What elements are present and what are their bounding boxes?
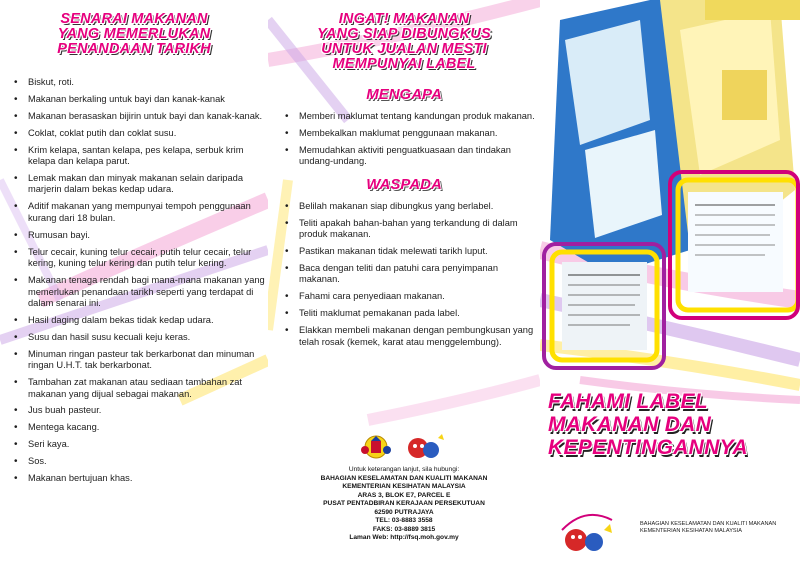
list-item: • Belilah makanan siap dibungkus yang berlabel. <box>268 201 540 213</box>
panel1-heading <box>0 12 268 57</box>
waspada-title: WASPADA <box>366 175 442 193</box>
food-safety-mascot-icon <box>408 434 444 458</box>
title-line: KEPENTINGANNYA <box>548 436 748 459</box>
list-item: • Fahami cara penyediaan makanan. <box>268 291 540 303</box>
contact-line: BAHAGIAN KESELAMATAN DAN KUALITI MAKANAN <box>320 474 488 482</box>
food-safety-mascot-icon <box>562 515 612 551</box>
list-item: • Krim kelapa, santan kelapa, pes kelapa, serbuk krim kelapa dan kelapa parut. <box>0 145 268 168</box>
list-item: • Makanan berkaling untuk bayi dan kanak-kanak <box>0 94 268 106</box>
list-item: • Telur cecair, kuning telur cecair, putih telur cecair, telur kering, kuning telur kering dan putih telur kering. <box>0 247 268 270</box>
panel-label-info <box>268 0 540 568</box>
list-item: • Tambahan zat makanan atau sediaan tambahan zat makanan yang dijual sebagai makanan. <box>0 377 268 400</box>
contact-line: Untuk keterangan lanjut, sila hubungi: <box>348 466 460 473</box>
department-name <box>640 521 800 535</box>
cover-artwork <box>540 0 800 568</box>
list-item: • Susu dan hasil susu kecuali keju keras. <box>0 332 268 344</box>
title-line: MAKANAN DAN <box>548 413 712 436</box>
list-item: • Baca dengan teliti dan patuhi cara penyimpanan makanan. <box>268 263 540 286</box>
list-item: • Rumusan bayi. <box>0 230 268 242</box>
list-item: • Hasil daging dalam bekas tidak kedap udara. <box>0 315 268 327</box>
panel-food-date-list <box>0 0 268 568</box>
list-item: • Memudahkan aktiviti penguatkuasaan dan tindakan undang-undang. <box>268 145 540 168</box>
waspada-list <box>268 201 540 348</box>
list-item: • Aditif makanan yang mempunyai tempoh penggunaan kurang dari 18 bulan. <box>0 201 268 224</box>
contact-line: PUSAT PENTADBIRAN KERAJAAN PERSEKUTUAN <box>323 500 485 507</box>
title-line: FAHAMI LABEL <box>548 390 708 413</box>
contact-line: 62590 PUTRAJAYA <box>374 508 434 516</box>
panel2-heading <box>268 12 540 72</box>
list-item: • Lemak makan dan minyak makanan selain daripada marjerin dalam bekas kedap udara. <box>0 173 268 196</box>
brochure-title <box>548 390 798 459</box>
food-date-list <box>0 77 268 485</box>
list-item: • Memberi maklumat tentang kandungan produk makanan. <box>268 111 540 123</box>
heading-line: INGAT! MAKANAN <box>338 11 470 27</box>
mengapa-title: MENGAPA <box>366 86 442 103</box>
malaysia-crest-icon <box>361 436 391 458</box>
list-item: • Teliti maklumat pemakanan pada label. <box>268 308 540 320</box>
list-item: • Teliti apakah bahan-bahan yang terkandung di dalam produk makanan. <box>268 218 540 241</box>
list-item: • Mentega kacang. <box>0 422 268 434</box>
list-item: • Makanan tenaga rendah bagi mana-mana makanan yang memerlukan penandaan tarikh seperti yang terdapat di dalam senarai ini. <box>0 275 268 310</box>
website-link[interactable]: Laman Web: http://fsq.moh.gov.my <box>349 534 459 541</box>
heading-line: SENARAI MAKANAN <box>60 11 208 27</box>
heading-line: MEMPUNYAI LABEL <box>332 56 476 72</box>
heading-line: PENANDAAN TARIKH <box>57 41 211 57</box>
list-item: • Coklat, coklat putih dan coklat susu. <box>0 128 268 140</box>
ministry-logos <box>356 430 456 464</box>
list-item: • Makanan berasaskan bijirin untuk bayi dan kanak-kanak. <box>0 111 268 123</box>
list-item: • Seri kaya. <box>0 439 268 451</box>
contact-line: ARAS 3, BLOK E7, PARCEL E <box>357 491 451 499</box>
list-item: • Sos. <box>0 456 268 468</box>
heading-line: YANG SIAP DIBUNGKUS <box>317 26 491 42</box>
list-item: • Pastikan makanan tidak melewati tarikh luput. <box>268 246 540 258</box>
contact-line: KEMENTERIAN KESIHATAN MALAYSIA <box>342 483 466 490</box>
dept-line: BAHAGIAN KESELAMATAN DAN KUALITI MAKANAN <box>640 521 777 527</box>
contact-block <box>268 466 540 543</box>
heading-line: YANG MEMERLUKAN <box>57 26 211 42</box>
list-item: • Minuman ringan pasteur tak berkarbonat dan minuman ringan U.H.T. tak berkarbonat. <box>0 349 268 372</box>
list-item: • Makanan bertujuan khas. <box>0 473 268 485</box>
heading-line: UNTUK JUALAN MESTI <box>321 41 487 57</box>
contact-line: TEL: 03-8883 3558 <box>375 517 433 524</box>
list-item: • Jus buah pasteur. <box>0 405 268 417</box>
mengapa-list <box>268 111 540 168</box>
contact-line: FAKS: 03-8889 3815 <box>372 525 436 533</box>
dept-line: KEMENTERIAN KESIHATAN MALAYSIA <box>640 528 742 534</box>
list-item: • Elakkan membeli makanan dengan pembungkusan yang telah rosak (kemek, karat atau menggelembung). <box>268 325 540 348</box>
list-item: • Biskut, roti. <box>0 77 268 89</box>
list-item: • Membekalkan maklumat penggunaan makanan. <box>268 128 540 140</box>
magnified-label-frame-small <box>544 244 664 368</box>
panel-cover <box>540 0 800 568</box>
